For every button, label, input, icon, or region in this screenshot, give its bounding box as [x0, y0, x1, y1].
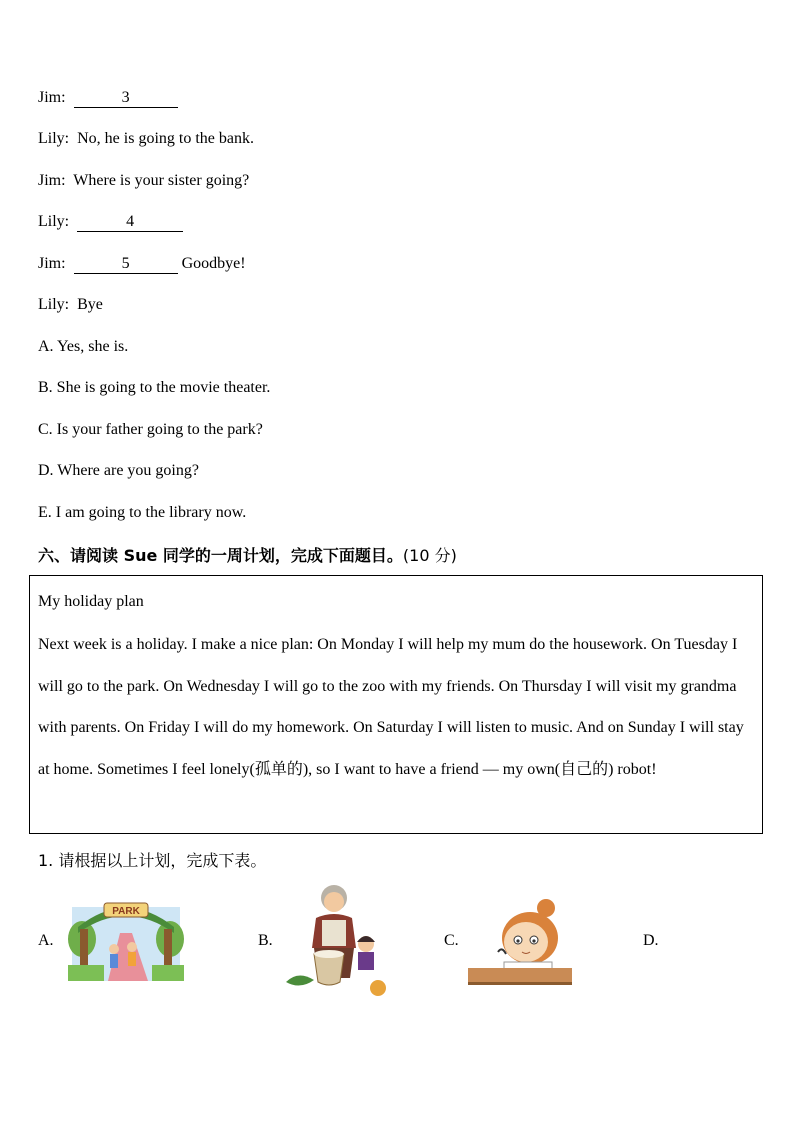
speaker: Lily:: [38, 130, 70, 147]
dialogue-line-6: [38, 295, 103, 315]
dialogue-line-2: [38, 129, 254, 149]
child-body: [358, 952, 374, 970]
passage-title: My holiday plan: [38, 593, 144, 610]
section-title: 六、请阅读 Sue 同学的一周计划，完成下面题目。: [38, 546, 403, 565]
option-a-label: A.: [38, 932, 54, 949]
girl-pupil-right: [532, 939, 535, 942]
answer-blank[interactable]: 3: [74, 89, 178, 108]
park-grass-right: [152, 965, 184, 981]
option-c-label: C.: [444, 932, 459, 949]
rice-bucket: [314, 954, 344, 985]
option-d-label: D.: [643, 932, 659, 949]
park-child-2-head: [127, 942, 137, 952]
dialogue-line-5: [38, 254, 246, 274]
park-sign-text: PARK: [112, 906, 140, 917]
rice-top: [314, 950, 344, 958]
park-child-2-body: [128, 952, 136, 966]
dialogue-text: Bye: [77, 296, 103, 313]
dialogue-line-4: [38, 212, 183, 232]
section-score: (10 分): [402, 546, 457, 565]
pumpkin: [370, 980, 386, 996]
option-b-label: B.: [258, 932, 273, 949]
park-child-1-body: [110, 954, 118, 968]
question-1: 1. 请根据以上计划，完成下表。: [38, 851, 267, 870]
dialogue-line-3: [38, 171, 249, 191]
leaves-left: [286, 975, 314, 985]
child-hair: [357, 936, 375, 942]
desk-edge: [468, 982, 572, 985]
choice-e: E. I am going to the library now.: [38, 504, 247, 521]
dialogue-text: No, he is going to the bank.: [77, 130, 254, 147]
speaker: Jim:: [38, 89, 66, 106]
desk: [468, 968, 572, 982]
answer-blank[interactable]: 4: [77, 213, 183, 232]
choice-c: C. Is your father going to the park?: [38, 421, 263, 438]
park-picture: [68, 893, 184, 985]
speaker: Lily:: [38, 296, 70, 313]
dialogue-text: Where is your sister going?: [73, 172, 250, 189]
passage-box: [29, 575, 763, 834]
dialogue-line-1: [38, 88, 178, 108]
passage-body: Next week is a holiday. I make a nice plan: On Monday I will help my mum do the housework. On Tuesday I will go to the park. On Wednesday I will go to the zoo with my friends. On Thursday I will visit my grandma with parents. On Friday I will do my homework. On Saturday I will listen to music. And on Sunday I will stay at home. Sometimes I feel lonely(孤单的), so I want to have a friend — my own(自己的) robot!: [38, 636, 744, 778]
grandma-apron: [322, 920, 346, 946]
pencil-hand: [498, 949, 506, 954]
grandma-face: [324, 892, 344, 912]
girl-pupil-left: [516, 939, 519, 942]
choice-b: B. She is going to the movie theater.: [38, 379, 271, 396]
speaker: Jim:: [38, 255, 66, 272]
answer-blank[interactable]: 5: [74, 255, 178, 274]
speaker: Lily:: [38, 213, 70, 230]
choice-a: A. Yes, she is.: [38, 338, 129, 355]
park-grass-left: [68, 965, 104, 981]
dialogue-text: Goodbye!: [181, 255, 246, 272]
speaker: Jim:: [38, 172, 66, 189]
park-child-1-head: [109, 944, 119, 954]
section-heading: [38, 543, 457, 566]
grandma-picture: [284, 882, 392, 998]
girl-face: [504, 922, 548, 962]
choice-d: D. Where are you going?: [38, 462, 199, 479]
homework-picture: [468, 896, 572, 988]
